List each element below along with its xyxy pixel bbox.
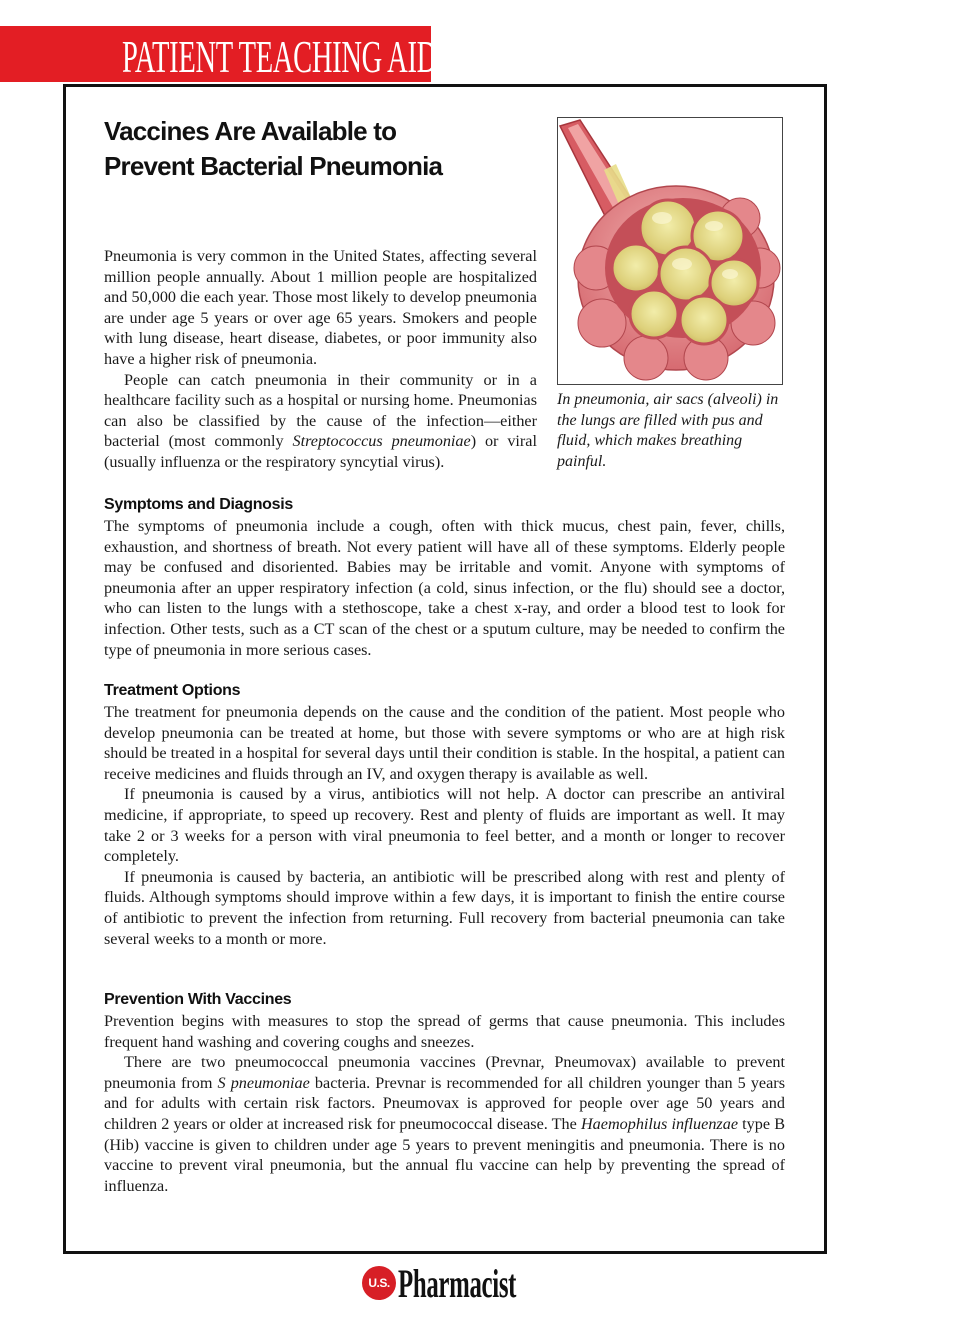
banner-label: PATIENT TEACHING AID	[122, 31, 437, 82]
treatment-paragraph-1: The treatment for pneumonia depends on the cause and the condition of the patient. Most people who develop pneumonia can be treated at home, but those with severe symptoms or who are at high risk should be treated in a hospital for several days until their condition is stable. In the hospital, a patient can receive medicines and fluids through an IV, and oxygen therapy is available as well.	[104, 703, 785, 783]
intro-section	[104, 246, 537, 473]
page-title	[104, 114, 544, 184]
prevention-paragraph-1: Prevention begins with measures to stop the spread of germs that cause pneumonia. This includes frequent hand washing and covering coughs and sneezes.	[104, 1012, 785, 1051]
symptoms-paragraph-1: The symptoms of pneumonia include a cough, often with thick mucus, chest pain, fever, chills, exhaustion, and shortness of breath. Not every patient will have all of these symptoms. Elderly people may be confused and disoriented. Babies may be irritable and vomit. Anyone with symptoms of pneumonia after an upper respiratory infection (a cold, sinus infection, or the flu) should see a doctor, who can listen to the lungs with a stethoscope, take a chest x-ray, and order a blood test to look for infection. Other tests, such as a CT scan of the chest or a sputum culture, may be needed to confirm the type of pneumonia in more serious cases.	[104, 517, 785, 659]
prevention-heading: Prevention With Vaccines	[104, 991, 292, 1008]
figure-caption: In pneumonia, air sacs (alveoli) in the lungs are filled with pus and fluid, which makes breathing painful.	[557, 391, 779, 470]
intro-p2-italic: Streptococcus pneumoniae	[292, 432, 471, 451]
treatment-paragraph-2: If pneumonia is caused by a virus, antibiotics will not help. A doctor can prescribe an antiviral medicine, if appropriate, to speed up recovery. Rest and plenty of fluids are important as well. It may take 2 or 3 weeks for a person with viral pneumonia to feel better, and a month or longer to recover completely.	[104, 785, 785, 866]
treatment-paragraph-3: If pneumonia is caused by bacteria, an antibiotic will be prescribed along with rest and plenty of fluids. Although symptoms should improve within a few days, it is important to finish the entire course of antibiotic to prevent the infection from returning. Full recovery from bacterial pneumonia can take several weeks to a month or more.	[104, 867, 785, 948]
logo-seal: U.S.	[362, 1266, 396, 1300]
alveoli-drawing	[558, 118, 781, 383]
treatment-section	[104, 680, 785, 949]
title-line-1: Vaccines Are Available to	[104, 116, 397, 146]
prevention-paragraph-2	[104, 1052, 785, 1196]
intro-paragraph-1: Pneumonia is very common in the United States, affecting several million people annually. About 1 million people are hospitalized and 50,000 die each year. Those most likely to develop pneumonia are under age 5 years or over age 65 years. Smokers and people with lung disease, heart disease, diabetes, or poor immunity also have a higher risk of pneumonia.	[104, 247, 537, 368]
intro-p2-text-a: People can catch pneumonia in their community or in a healthcare facility such as a hospital or nursing home. Pneumonias can also be classified by the cause of the infection—either bacterial (most commonly	[104, 370, 537, 451]
symptoms-section	[104, 494, 785, 660]
alveoli-illustration	[557, 117, 783, 385]
prevention-section	[104, 989, 785, 1196]
intro-p2-text-b: ) or viral (usually influenza or the respiratory syncytial virus).	[104, 432, 537, 471]
treatment-heading: Treatment Options	[104, 682, 241, 699]
title-line-2: Prevent Bacterial Pneumonia	[104, 151, 443, 181]
prevention-p2-italic-1: S pneumoniae	[217, 1073, 310, 1092]
intro-paragraph-2	[104, 370, 537, 473]
prevention-p2-text-c: type B (Hib) vaccine is given to children under age 5 years to prevent meningitis and pneumonia. There is no vaccine to prevent viral pneumonia, but the annual flu vaccine can help by preventing the spread of influenza.	[104, 1114, 785, 1195]
prevention-p2-italic-2: Haemophilus influenzae	[580, 1114, 739, 1133]
prevention-p2-text-b: bacteria. Prevnar is recommended for all children younger than 5 years and for adults with certain risk factors. Pneumovax is approved for people over age 50 years and children 2 years or older at increased risk for pneumococcal disease. The	[104, 1073, 785, 1133]
logo-wordmark: Pharmacist	[398, 1260, 517, 1306]
symptoms-heading: Symptoms and Diagnosis	[104, 496, 293, 513]
prevention-p2-text-a: There are two pneumococcal pneumonia vaccines (Prevnar, Pneumovax) available to prevent pneumonia from	[104, 1053, 785, 1092]
us-pharmacist-logo	[362, 1260, 589, 1306]
